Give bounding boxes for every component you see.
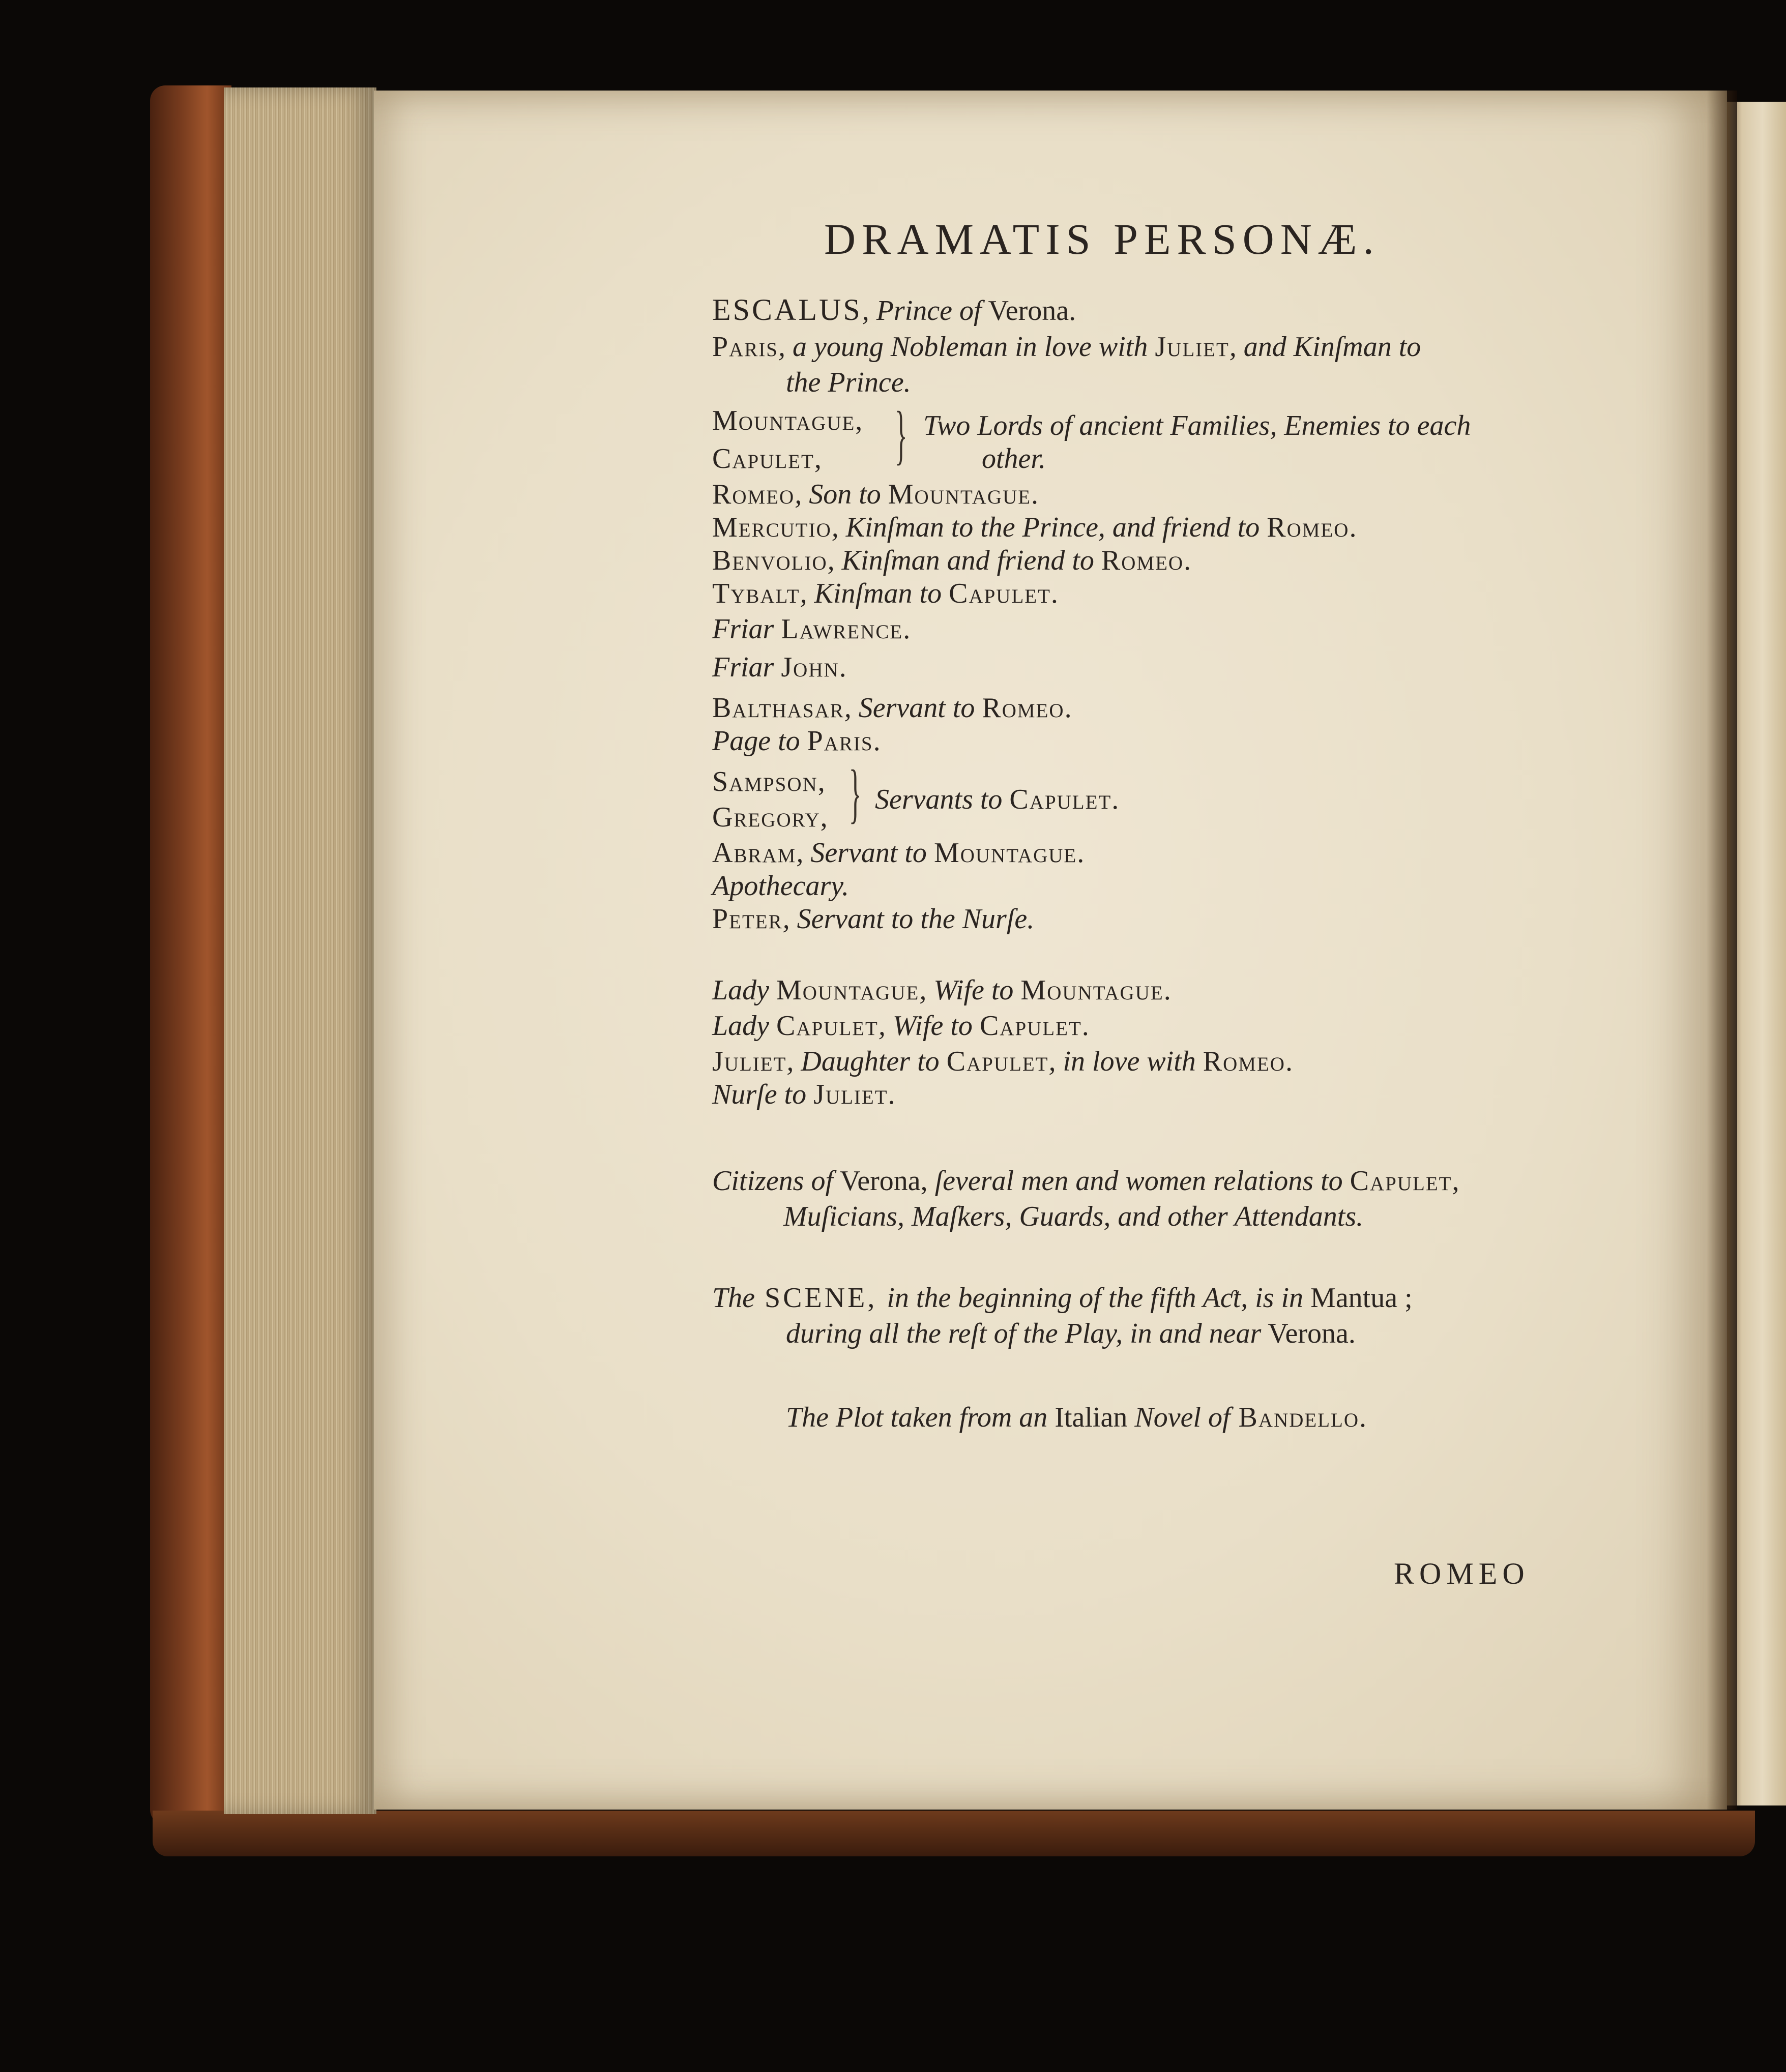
scene-line-1: The SCENE, in the beginning of the fifth Aƈt, is in Mantua ; <box>712 1282 1413 1314</box>
entry-nurse: Nurſe to Juliet. <box>712 1079 896 1110</box>
citizens-line-1: Citizens of Verona, ſeveral men and women relations to Capulet, <box>712 1165 1460 1197</box>
plot-line: The Plot taken from an Italian Novel of Bandello. <box>786 1402 1368 1433</box>
lords-desc-cont: other. <box>982 443 1046 475</box>
citizens-line-2: Muſicians, Maſkers, Guards, and other Attendants. <box>783 1201 1364 1232</box>
servants-desc: Servants to Capulet. <box>875 784 1120 815</box>
scene-line-2: during all the reſt of the Play, in and near Verona. <box>786 1318 1356 1349</box>
entry-lady-mountague: Lady Mountague, Wife to Mountague. <box>712 974 1172 1006</box>
entry-abram: Abram, Servant to Mountague. <box>712 837 1086 869</box>
entry-juliet: Juliet, Daughter to Capulet, in love with Romeo. <box>712 1046 1294 1077</box>
entry-paris-cont: the Prince. <box>786 367 911 398</box>
entry-friar-lawrence: Friar Lawrence. <box>712 613 912 645</box>
entry-escalus: ESCALUS, Prince of Verona. <box>712 293 1076 327</box>
entry-balthasar: Balthasar, Servant to Romeo. <box>712 692 1073 724</box>
entry-gregory: Gregory, <box>712 802 829 833</box>
entry-mercutio: Mercutio, Kinſman to the Prince, and friend to Romeo. <box>712 512 1358 543</box>
entry-friar-john: Friar John. <box>712 652 847 683</box>
entry-tybalt: Tybalt, Kinſman to Capulet. <box>712 578 1059 609</box>
entry-benvolio: Benvolio, Kinſman and friend to Romeo. <box>712 545 1192 576</box>
brace-lords: } <box>894 398 907 471</box>
lords-desc: Two Lords of ancient Families, Enemies to each <box>923 410 1471 441</box>
entry-paris: Paris, a young Nobleman in love with Juliet, and Kinſman to <box>712 331 1421 363</box>
entry-mountague: Mountague, <box>712 405 864 436</box>
entry-sampson: Sampson, <box>712 766 826 797</box>
catchword: ROMEO <box>1394 1557 1530 1590</box>
entry-capulet: Capulet, <box>712 443 823 475</box>
book-cover-spine <box>150 85 231 1825</box>
entry-apothecary: Apothecary. <box>712 870 850 902</box>
page-gutter <box>1707 91 1737 1810</box>
page-title: DRAMATIS PERSONÆ. <box>824 215 1380 263</box>
book-cover-bottom <box>153 1811 1755 1856</box>
entry-page: Page to Paris. <box>712 725 882 757</box>
brace-servants: } <box>848 757 862 830</box>
entry-peter: Peter, Servant to the Nurſe. <box>712 903 1035 935</box>
entry-romeo: Romeo, Son to Mountague. <box>712 479 1040 510</box>
entry-lady-capulet: Lady Capulet, Wife to Capulet. <box>712 1010 1090 1042</box>
page-edges <box>224 87 376 1814</box>
